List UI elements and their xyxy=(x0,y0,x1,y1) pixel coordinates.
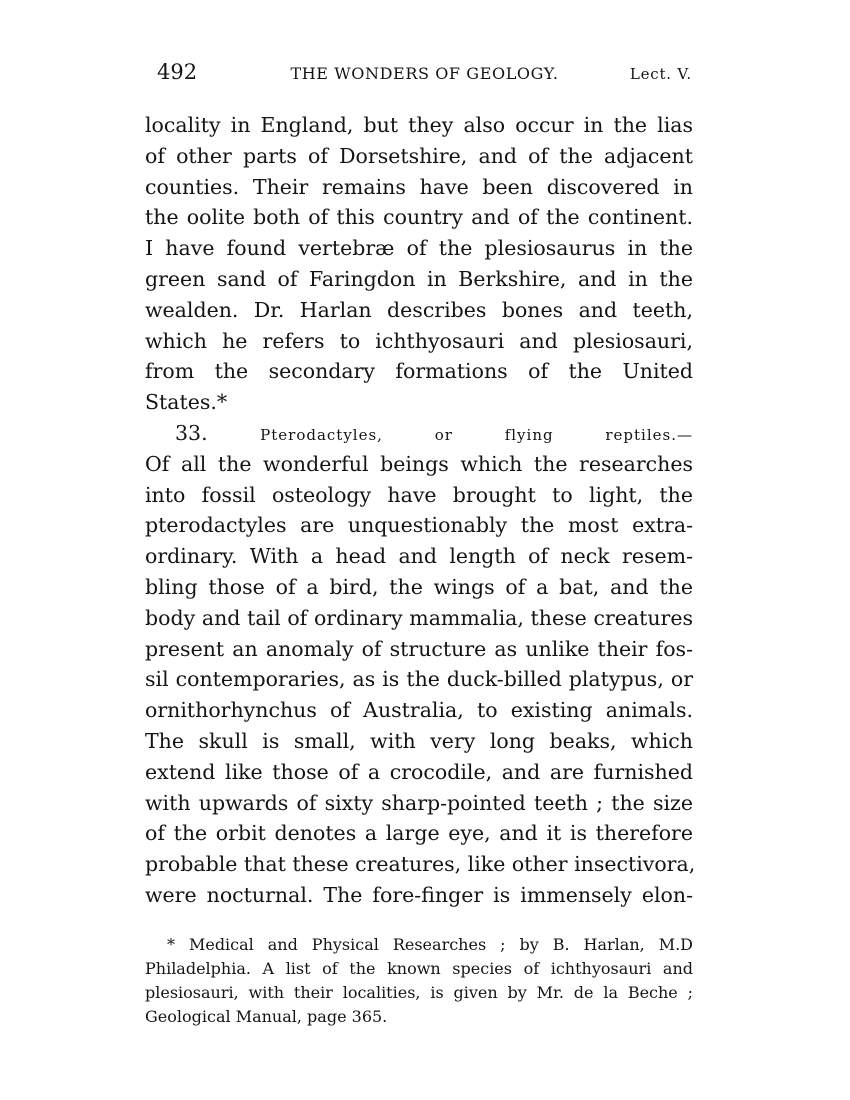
text-line: probable that these creatures, like other insectivora, xyxy=(145,852,696,877)
running-title: THE WONDERS OF GEOLOGY. xyxy=(290,64,559,83)
text-line: body and tail of ordinary mammalia, these creatures xyxy=(145,605,693,630)
text-line: which he refers to ichthyosauri and plesiosauri, xyxy=(145,328,693,353)
section-heading-line xyxy=(145,418,693,449)
text-line: I have found vertebræ of the plesiosaurus in the xyxy=(145,236,693,261)
footnote-line: * Medical and Physical Researches ; by B. Harlan, M.D xyxy=(167,935,693,954)
text-line: The skull is small, with very long beaks, which xyxy=(145,728,693,753)
footnote xyxy=(145,933,693,1029)
text-line: counties. Their remains have been discovered in xyxy=(145,174,693,199)
text-line: were nocturnal. The fore-finger is immensely elon- xyxy=(145,882,693,907)
text-line: of other parts of Dorsetshire, and of the adjacent xyxy=(145,143,693,168)
page-number: 492 xyxy=(157,60,198,84)
text-line: green sand of Faringdon in Berkshire, and in the xyxy=(145,266,693,291)
text-line: wealden. Dr. Harlan describes bones and teeth, xyxy=(145,297,693,322)
body-text xyxy=(145,110,696,911)
footnote-line: Philadelphia. A list of the known species of ichthyosauri and xyxy=(145,959,693,978)
text-line: pterodactyles are unquestionably the most extra- xyxy=(145,513,693,538)
footnote-line: plesiosauri, with their localities, is given by Mr. de la Beche ; xyxy=(145,983,693,1002)
text-line: sil contemporaries, as is the duck-billed platypus, or xyxy=(145,667,693,692)
section-number: 33. xyxy=(175,420,208,445)
text-line: ordinary. With a head and length of neck resem- xyxy=(145,544,693,569)
text-line: from the secondary formations of the United xyxy=(145,359,693,384)
text-line: the oolite both of this country and of the continent. xyxy=(145,205,693,230)
lecture-reference: Lect. V. xyxy=(629,65,692,83)
running-header xyxy=(157,60,692,96)
footnote-line: Geological Manual, page 365. xyxy=(145,1007,388,1026)
text-line: ornithorhynchus of Australia, to existing animals. xyxy=(145,698,693,723)
section-heading: Pterodactyles, or flying reptiles.— xyxy=(260,425,693,444)
text-line: Of all the wonderful beings which the researches xyxy=(145,451,693,476)
text-line: with upwards of sixty sharp-pointed teeth ; the size xyxy=(145,790,693,815)
text-line: States.* xyxy=(145,390,228,415)
text-line: into fossil osteology have brought to light, the xyxy=(145,482,693,507)
text-line: of the orbit denotes a large eye, and it is therefore xyxy=(145,821,693,846)
text-line: locality in England, but they also occur in the lias xyxy=(145,113,693,137)
text-line: present an anomaly of structure as unlike their fos- xyxy=(145,636,693,661)
text-line: extend like those of a crocodile, and are furnished xyxy=(145,759,693,784)
text-line: bling those of a bird, the wings of a bat, and the xyxy=(145,574,693,599)
